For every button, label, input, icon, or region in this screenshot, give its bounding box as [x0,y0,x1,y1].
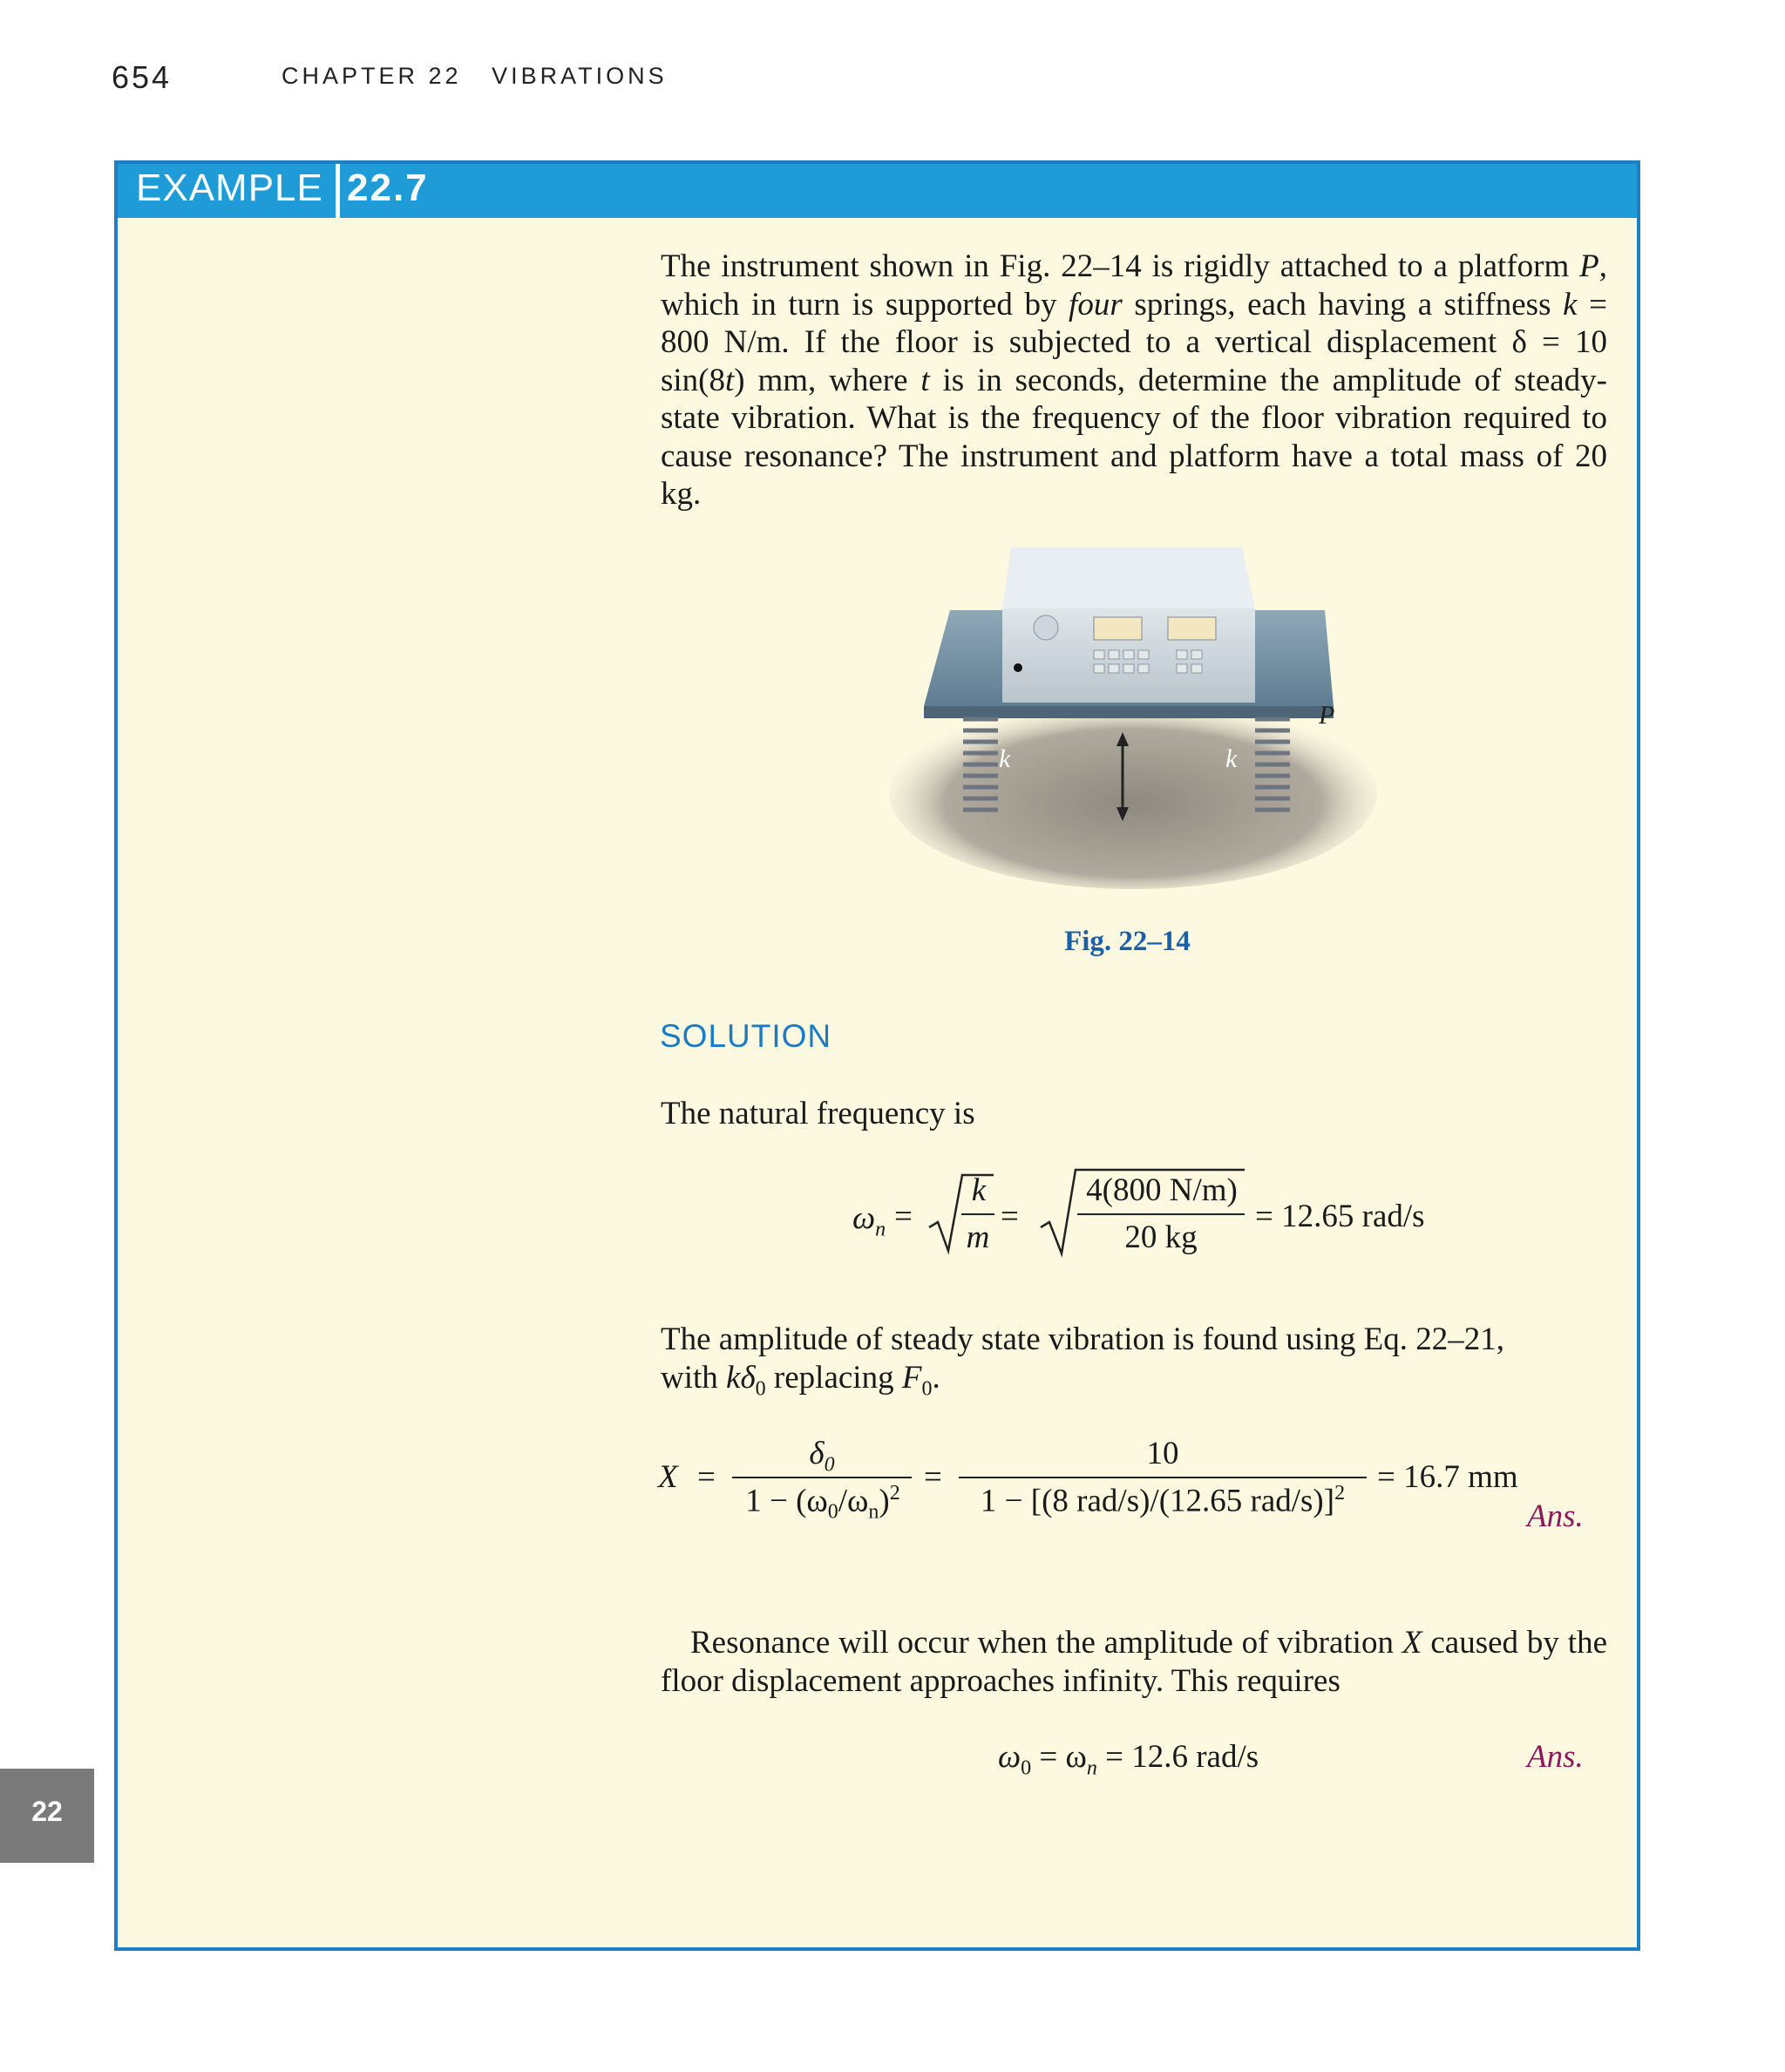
answer-marker-2: Ans. [1527,1739,1584,1775]
chapter-tab-label: 22 [31,1796,63,1827]
page-number: 654 [112,59,173,95]
resonance-paragraph: Resonance will occur when the amplitude of vibration X caused by the floor displacement approaches infinity. This requires [661,1625,1607,1699]
amplitude-intro: The amplitude of steady state vibration is found using Eq. 22–21, with $k\delta_0$ replacing $F_0$. [661,1321,1504,1400]
instrument-top [1002,547,1255,608]
answer-marker-1: Ans. [1527,1498,1584,1534]
example-divider [336,164,340,218]
problem-statement: The instrument shown in Fig. 22–14 is rigidly attached to a platform P, which in turn is supported by four springs, each having a stiffness k = 800 N/m. If the floor is subjected to a vertical displacement δ = 10 sin(8t) mm, where t is in seconds, determine the amplitude of steady-state vibration. What is the frequency of the floor vibration required to cause resonance? The instrument and platform have a total mass of 20 kg. [661,248,1607,512]
instrument-platform-figure [880,540,1386,889]
chapter-title [282,63,668,90]
solution-heading: SOLUTION [660,1018,832,1054]
floor-shadow [889,697,1377,889]
section-label: VIBRATIONS [492,63,668,89]
label-P: P [1319,701,1335,730]
platform-edge [924,706,1334,718]
chapter-label: CHAPTER 22 [282,63,462,89]
natural-frequency-intro: The natural frequency is [661,1096,975,1131]
instrument-knob [1034,615,1058,640]
example-number: 22.7 [347,166,429,209]
example-label: EXAMPLE [136,166,323,209]
label-k-right: k [1225,744,1238,773]
figure-caption: Fig. 22–14 [1064,926,1191,957]
label-k-left: k [999,744,1011,773]
example-header [114,160,1640,218]
